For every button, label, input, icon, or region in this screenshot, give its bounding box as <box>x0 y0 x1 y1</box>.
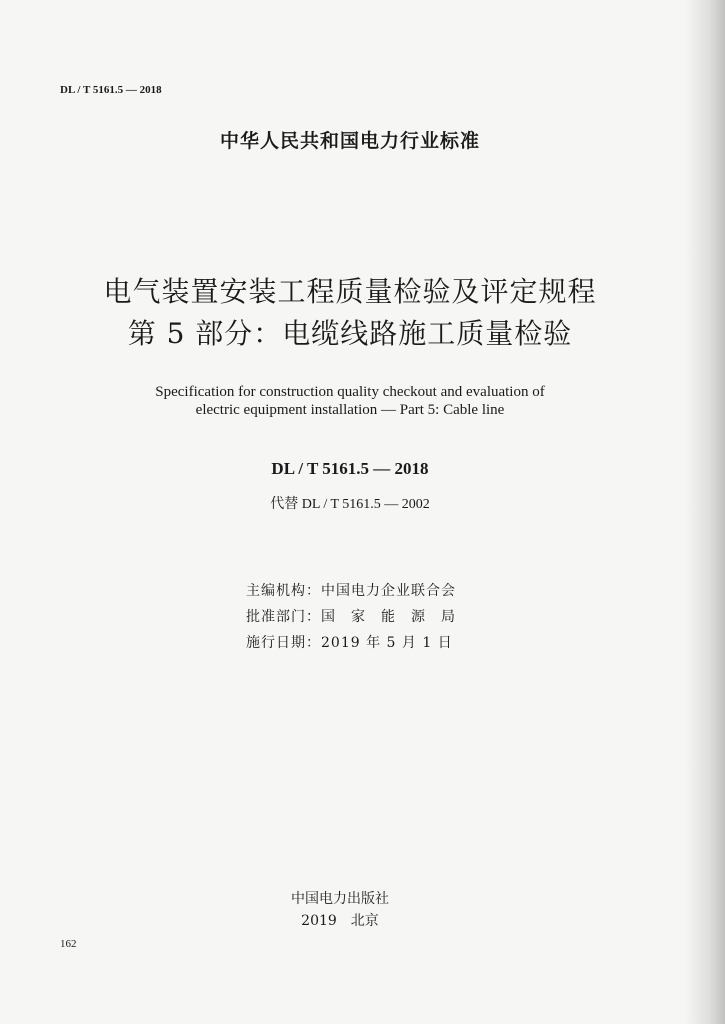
national-standard-heading: 中华人民共和国电力行业标准 <box>219 130 480 152</box>
page-number: 162 <box>60 938 77 950</box>
english-title-line-1: Specification for construction quality checkout and evaluation of <box>155 384 545 400</box>
effective-date-info: 施行日期：2019 年 5 月 1 日 <box>246 635 453 651</box>
title-line-2: 第 5 部分：电缆线路施工质量检验 <box>127 317 573 350</box>
replaces-standard: 代替 DL / T 5161.5 — 2002 <box>270 497 430 512</box>
publisher-name: 中国电力出版社 <box>291 891 389 907</box>
publisher-place-year: 2019 北京 <box>301 913 379 929</box>
title-line-1: 电气装置安装工程质量检验及评定规程 <box>103 275 597 308</box>
editor-info: 主编机构：中国电力企业联合会 <box>246 583 456 599</box>
header-standard-code: DL / T 5161.5 — 2018 <box>60 84 162 96</box>
english-title-line-2: electric equipment installation — Part 5: Cable line <box>195 402 505 418</box>
approver-info: 批准部门：国 家 能 源 局 <box>246 609 456 625</box>
standard-number: DL / T 5161.5 — 2018 <box>271 459 429 478</box>
